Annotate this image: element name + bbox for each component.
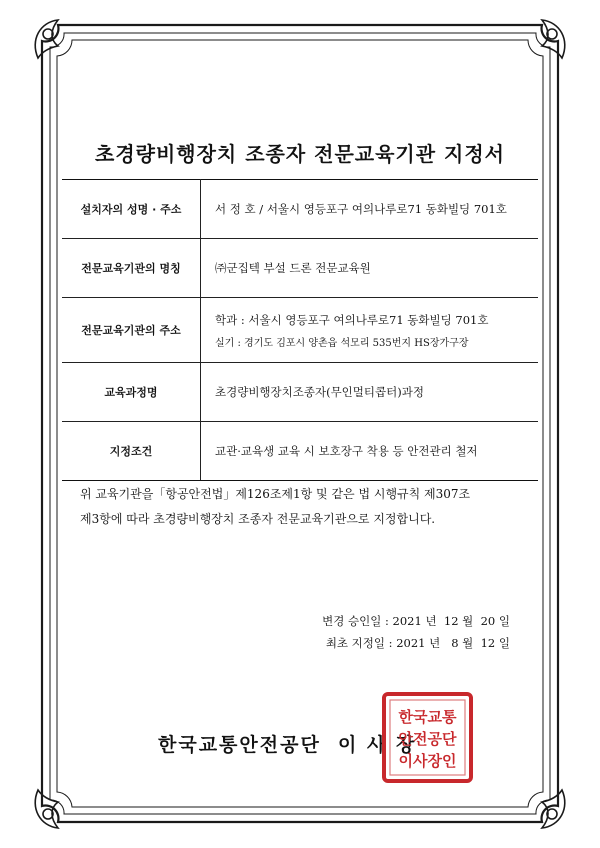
- table-row: [62, 298, 538, 363]
- address-practice: 실기 : 경기도 김포시 양촌읍 석모리 535번지 HS장가구장: [215, 337, 469, 349]
- statement-line-1: 위 교육기관을「항공안전법」제126조제1항 및 같은 법 시행규칙 제307조: [80, 487, 471, 501]
- change-approval-date: 변경 승인일 : 2021 년 12 월 20 일: [322, 614, 510, 628]
- document-title: 초경량비행장치 조종자 전문교육기관 지정서: [95, 142, 505, 166]
- row-value-name: ㈜군집텍 부설 드론 전문교육원: [201, 239, 539, 298]
- table-row: [62, 180, 538, 239]
- table-row: [62, 363, 538, 422]
- row-label-name: 전문교육기관의 명칭: [62, 239, 201, 298]
- info-table: [62, 179, 538, 481]
- row-value-course: 초경량비행장치조종자(무인멀티콥터)과정: [201, 363, 539, 422]
- first-designation-date: 최초 지정일 : 2021 년 8 월 12 일: [325, 636, 510, 650]
- table-row: [62, 422, 538, 481]
- seal-text-line-2: 안전공단: [398, 730, 457, 748]
- seal-text-line-1: 한국교통: [398, 708, 457, 726]
- designation-statement: [80, 482, 530, 532]
- row-label-course: 교육과정명: [62, 363, 201, 422]
- official-seal-icon: [380, 690, 475, 785]
- seal-text-line-3: 이사장인: [398, 752, 457, 770]
- row-value-founder: 서 정 호 / 서울시 영등포구 여의나루로71 동화빌딩 701호: [201, 180, 539, 239]
- issuer-name: 한국교통안전공단 이 사 장: [158, 734, 417, 756]
- row-value-address: [201, 298, 539, 363]
- date-block: [270, 610, 510, 654]
- statement-line-2: 제3항에 따라 초경량비행장치 조종자 전문교육기관으로 지정합니다.: [80, 512, 436, 526]
- table-row: [62, 239, 538, 298]
- row-label-founder: 설치자의 성명 · 주소: [62, 180, 201, 239]
- row-label-condition: 지정조건: [62, 422, 201, 481]
- row-label-address: 전문교육기관의 주소: [62, 298, 201, 363]
- row-value-condition: 교관·교육생 교육 시 보호장구 착용 등 안전관리 철저: [201, 422, 539, 481]
- address-classroom: 학과 : 서울시 영등포구 여의나루로71 동화빌딩 701호: [215, 312, 489, 327]
